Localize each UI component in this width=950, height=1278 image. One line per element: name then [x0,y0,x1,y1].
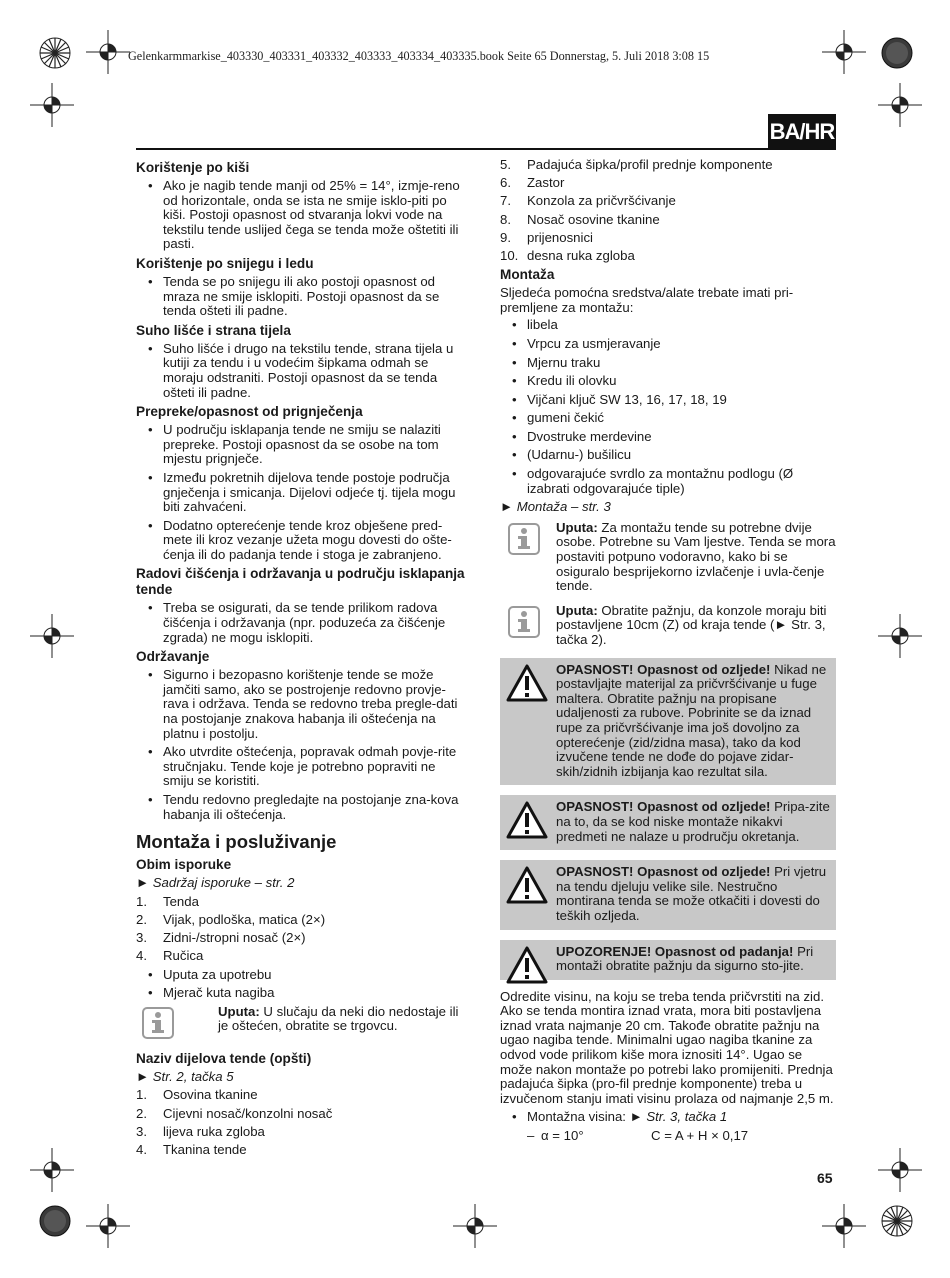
crop-mark-crosshair [878,614,922,658]
right-column [500,158,836,1147]
page-reference: ► Sadržaj isporuke – str. 2 [136,875,295,891]
info-icon [508,523,540,555]
section-heading: Suho lišće i strana tijela [136,322,291,338]
page-reference: ► Str. 2, tačka 5 [136,1068,234,1084]
danger-warning-box: OPASNOST! Opasnost od ozljede! Nikad ne postavljajte materijal za pričvršćivanje u fuge maltera. Obratite pažnju na propisane udaljenosti za rubove. Pobrinite se da iznad rupe za pričvršćivanje ima još dovoljno za opterećenje (zid/zidna masa), tako da kod izvučene tende ne dođe do pojave zidar-skih/zidnih izbijanja kao rezultat sila. [500,658,836,786]
bullet-item: • Treba se osigurati, da se tende prilikom radova čišćenja i održavanja (npr. poduzeća za čišćenje zgrada) ne mogu isklopiti. [136,601,468,645]
tool-item: • Vrpcu za usmjeravanje [500,337,836,352]
numbered-item: 4. Ručica [136,948,204,964]
crop-mark-crosshair [822,1204,866,1248]
bullet-item: • Uputa za upotrebu [136,968,468,983]
warning-triangle-icon [506,866,548,908]
danger-warning-box: OPASNOST! Opasnost od ozljede! Pri vjetru na tendu djeluju velike sile. Nestručno montirana tenda se može otkačiti i dovesti do teških ozljeda. [500,860,836,929]
numbered-item: 1. Tenda [136,893,199,909]
info-icon [142,1007,174,1039]
warning-triangle-icon [506,664,548,706]
registration-mark-circle [880,1204,914,1238]
bullet-item: • Između pokretnih dijelova tende postoje područja gnječenja i smicanja. Dijelovi odjeće tj. tijela mogu biti zahvaćeni. [136,471,468,515]
numbered-item: 3. lijeva ruka zgloba [136,1123,265,1139]
bullet-item: • Sigurno i bezopasno korištenje tende se može jamčiti samo, ako se postrojenje redovno provje-rava i održava. Tenda se redovno treba pregle-dati na postojanje znakova habanja ili oštećenja na platnu i postolju. [136,668,468,741]
crop-mark-crosshair [30,1148,74,1192]
section-heading: Radovi čišćenja i održavanja u području isklapanja tende [136,566,465,598]
bullet-item: • Tendu redovno pregledajte na postojanje zna-kova habanja ili oštećenja. [136,793,468,822]
registration-mark-solid [38,1204,72,1238]
crop-mark-crosshair [86,1204,130,1248]
section-heading: Naziv dijelova tende (opšti) [136,1050,312,1066]
section-heading: Montaža [500,267,555,283]
crop-mark-crosshair [822,30,866,74]
language-tab: BA/HR [768,114,836,150]
bullet-item: • Tenda se po snijegu ili ako postoji opasnost od mraza ne smije isklopiti. Postoji opasnost da se tenda ošteti ili padne. [136,275,468,319]
caution-warning-box: UPOZORENJE! Opasnost od padanja! Pri montaži obratite pažnju da sigurno sto-jite. [500,940,836,980]
tool-item: • (Udarnu-) bušilicu [500,448,836,463]
warning-triangle-icon [506,801,548,843]
numbered-item: 2. Vijak, podloška, matica (2×) [136,911,326,927]
header-rule [136,148,836,150]
tool-item: • Mjernu traku [500,356,836,371]
page-number: 65 [817,1170,833,1186]
intro-paragraph: Sljedeća pomoćna sredstva/alate trebate imati pri-premljene za montažu: [500,285,794,315]
bullet-item: • Dodatno opterećenje tende kroz obješene pred-mete ili kroz vezanje užeta mogu dovesti do ošte-ćenja ili do padanja tende i stoga je zabranjeno. [136,519,468,563]
crop-mark-crosshair [86,30,130,74]
tool-item: • Dvostruke merdevine [500,430,836,445]
section-heading: Održavanje [136,649,210,665]
danger-warning-box: OPASNOST! Opasnost od ozljede! Pripa-zite na to, da se kod niske montaže nikakvi predmeti ne nalaze u prodručju okretanja. [500,795,836,850]
crop-mark-crosshair [30,614,74,658]
numbered-item: 6. Zastor [500,175,565,191]
tool-item: • Vijčani ključ SW 13, 16, 17, 18, 19 [500,393,836,408]
numbered-item: 1. Osovina tkanine [136,1087,258,1103]
mount-height-item: • Montažna visina: ► Str. 3, tačka 1 [500,1110,836,1125]
crop-mark-crosshair [878,1148,922,1192]
warning-triangle-icon [506,946,548,988]
crop-mark-crosshair [878,83,922,127]
tool-item: • gumeni čekić [500,411,836,426]
section-heading: Obim isporuke [136,857,232,873]
main-heading: Montaža i posluživanje [136,831,337,853]
body-paragraph: Odredite visinu, na koju se treba tenda pričvrstiti na zid. Ako se tenda montira iznad vrata, mora biti postavljena iznad vrata najmanje 20 cm. Takođe obratite pažnju na ugao nagiba tende. Minimalni ugao nagiba tkanine za odvod vode prilikom kiše mora iznositi 14°. Ugao se može nakon montaže po potrebi lako promijeniti. Prednja padajuća šipka (pro-fil prednje komponente) treba u izvučenom stanju imati visinu prolaza od najmanje 2,5 m. [500,988,834,1106]
book-header-line: Gelenkarmmarkise_403330_403331_403332_403333_403334_403335.book Seite 65 Donnerstag, 5. Juli 2018 3:08 15 [128,49,710,63]
bullet-item: • U području isklapanja tende ne smiju se nalaziti prepreke. Postoji opasnost da se osobe na tom mjestu prignječe. [136,423,468,467]
numbered-item: 4. Tkanina tende [136,1141,247,1157]
registration-mark-circle [38,36,72,70]
crop-mark-crosshair [30,83,74,127]
section-heading: Korištenje po snijegu i ledu [136,255,314,271]
numbered-item: 5. Padajuća šipka/profil prednje komponente [500,157,773,172]
numbered-item: 2. Cijevni nosač/konzolni nosač [136,1105,333,1121]
info-note: Uputa: U slučaju da neki dio nedostaje ili je oštećen, obratite se trgovcu. [136,1005,468,1041]
numbered-item: 9. prijenosnici [500,229,593,245]
bullet-item: • Suho lišće i drugo na tekstilu tende, strana tijela u kutiji za tendu i u vodećim šipkama odmah se moraju odstraniti. Postoji opasnost da se tenda ošteti ili padne. [136,342,468,400]
formula-line: – α = 10° C = A + H × 0,17 [527,1128,749,1144]
tool-item: • libela [500,318,836,333]
numbered-item: 10. desna ruka zgloba [500,247,635,263]
numbered-item: 7. Konzola za pričvršćivanje [500,193,676,209]
info-note: Uputa: Obratite pažnju, da konzole moraju biti postavljene 10cm (Z) od kraja tende (► Str. 3, tačka 2). [500,604,836,648]
registration-mark-solid [880,36,914,70]
tool-item: • odgovarajuće svrdlo za montažnu podlogu (Ø izabrati odgovarajuće tiple) [500,467,836,496]
section-heading: Prepreke/opasnost od prignječenja [136,404,363,420]
section-heading: Korištenje po kiši [136,160,250,175]
bullet-item: • Ako utvrdite oštećenja, popravak odmah povje-rite stručnjaku. Tende koje je potrebno popraviti ne smiju se koristiti. [136,745,468,789]
numbered-item: 8. Nosač osovine tkanine [500,211,660,227]
crop-mark-crosshair [453,1204,497,1248]
bullet-item: • Ako je nagib tende manji od 25% = 14°, izmje-reno od horizontale, onda se ista ne smije isklo-piti po kiši. Postoji opasnost od stvaranja lokvi vode na tekstilu tende uslijed čega se tenda može oštetiti ili pasti. [136,179,468,252]
numbered-item: 3. Zidni-/stropni nosač (2×) [136,930,306,946]
bullet-item: • Mjerač kuta nagiba [136,986,468,1001]
tool-item: • Kredu ili olovku [500,374,836,389]
page-reference: ► Montaža – str. 3 [500,499,611,515]
info-note: Uputa: Za montažu tende su potrebne dvije osobe. Potrebne su Vam ljestve. Tenda se mora postaviti potpuno vodoravno, kako bi se osiguralo besprijekorno izvlačenje i uvla-čenje tende. [500,521,836,594]
info-icon [508,606,540,638]
left-column [136,158,468,1161]
